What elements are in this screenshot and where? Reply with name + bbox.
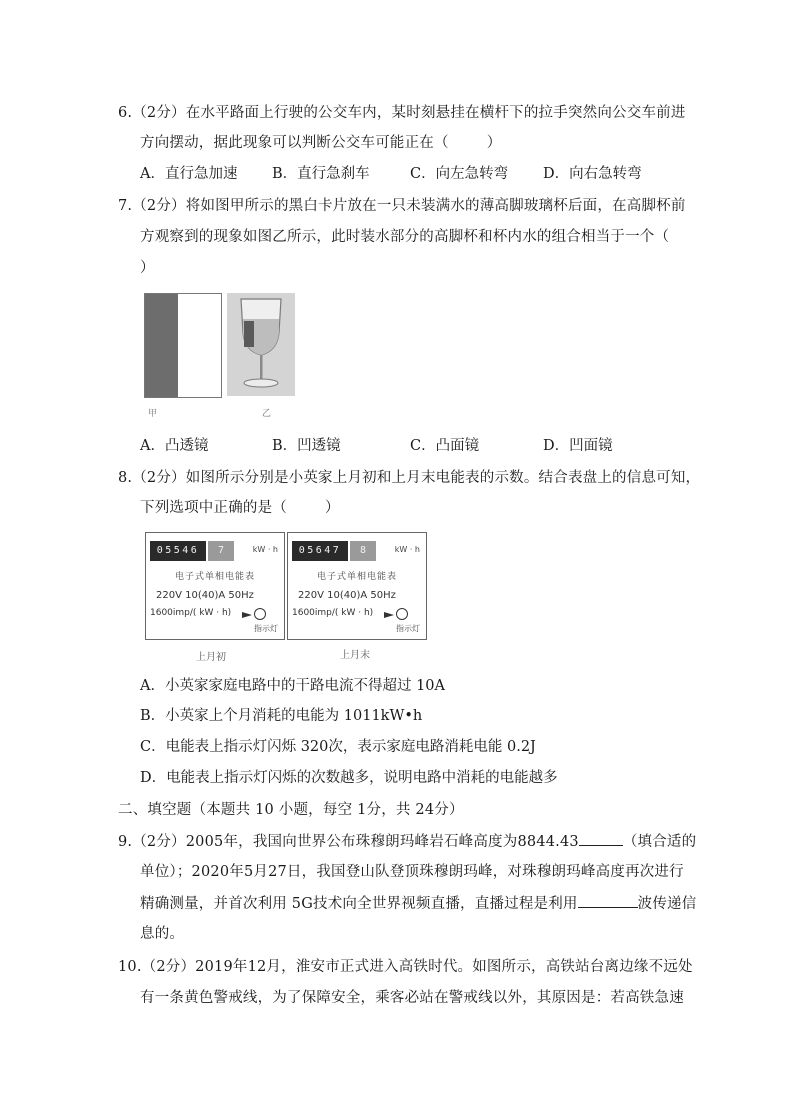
q6-option-a: A．直行急加速 xyxy=(140,166,238,182)
arrow-icon xyxy=(242,612,252,618)
q8-option-c: C．电能表上指示灯闪烁 320次，表示家庭电路消耗电能 0.2J xyxy=(140,739,536,755)
meter-spec: 220V 10(40)A 50Hz xyxy=(156,590,254,601)
q7-option-b: B．凹透镜 xyxy=(272,438,341,454)
goblet-icon xyxy=(227,293,295,396)
figure-jia-card xyxy=(144,293,222,398)
q7-option-c: C．凸面镜 xyxy=(410,438,480,454)
q6-option-c: C．向左急转弯 xyxy=(410,166,509,182)
q10-line1: 10.（2分）2019年12月，淮安市正式进入高铁时代。如图所示，高铁站台离边缘不远处 xyxy=(118,959,693,975)
meter-caption-end: 上月末 xyxy=(340,650,370,661)
meter-digits: 05647 xyxy=(292,541,348,561)
meter-lamp-label: 指示灯 xyxy=(254,624,278,633)
meter-lamp-label: 指示灯 xyxy=(396,624,420,633)
q6-line1: 6.（2分）在水平路面上行驶的公交车内，某时刻悬挂在横杆下的拉手突然向公交车前进 xyxy=(118,105,686,121)
q7-line2: 方观察到的现象如图乙所示，此时装水部分的高脚杯和杯内水的组合相当于一个（ xyxy=(140,229,670,245)
arrow-icon xyxy=(384,612,394,618)
figure-label-yi: 乙 xyxy=(262,409,272,419)
figure-label-jia: 甲 xyxy=(148,409,158,419)
meter-end-of-month xyxy=(287,532,427,640)
q8-option-d: D．电能表上指示灯闪烁的次数越多，说明电路中消耗的电能越多 xyxy=(140,770,558,786)
meter-name: 电子式单相电能表 xyxy=(174,572,255,582)
meter-digits: 05546 xyxy=(150,541,206,561)
q9-line2: 单位）；2020年5月27日，我国登山队登顶珠穆朗玛峰，对珠穆朗玛峰高度再次进行 xyxy=(140,864,684,880)
meter-start-of-month xyxy=(145,532,285,640)
q9-line3: 精确测量，并首次利用 5G技术向全世界视频直播，直播过程是利用 波传递信 xyxy=(140,893,696,914)
q7-line1: 7.（2分）将如图甲所示的黑白卡片放在一只未装满水的薄高脚玻璃杯后面，在高脚杯前 xyxy=(118,198,686,214)
meter-name: 电子式单相电能表 xyxy=(316,572,397,582)
meter-spec: 220V 10(40)A 50Hz xyxy=(298,590,396,601)
q9-blank-2 xyxy=(578,893,638,908)
q6-line2: 方向摆动，据此现象可以判断公交车可能正在（ ） xyxy=(140,135,502,151)
indicator-lamp-icon xyxy=(396,608,408,620)
figure-yi-glass-photo xyxy=(227,293,295,396)
q7-option-d: D．凹面镜 xyxy=(543,438,613,454)
q8-line2: 下列选项中正确的是（ ） xyxy=(140,500,340,516)
q7-line3: ） xyxy=(140,260,155,276)
meter-imp-rate: 1600imp/( kW · h) xyxy=(292,608,374,618)
q6-option-d: D．向右急转弯 xyxy=(543,166,642,182)
meter-unit: kW · h xyxy=(394,545,420,554)
meter-decimal: 8 xyxy=(350,541,376,561)
q9-line4: 息的。 xyxy=(140,926,185,942)
indicator-lamp-icon xyxy=(254,608,266,620)
q9-blank-1 xyxy=(579,831,623,846)
meter-caption-start: 上月初 xyxy=(196,652,226,663)
meter-decimal: 7 xyxy=(208,541,234,561)
meter-imp-rate: 1600imp/( kW · h) xyxy=(150,608,232,618)
q6-option-b: B．直行急刹车 xyxy=(272,166,370,182)
q9-line1: 9.（2分）2005年，我国向世界公布珠穆朗玛峰岩石峰高度为8844.43 （填合适的 xyxy=(118,831,696,852)
q8-option-b: B．小英家上个月消耗的电能为 1011kW•h xyxy=(140,708,423,724)
q8-line1: 8.（2分）如图所示分别是小英家上月初和上月末电能表的示数。结合表盘上的信息可知， xyxy=(118,470,701,486)
q10-line2: 有一条黄色警戒线，为了保障安全，乘客必站在警戒线以外，其原因是：若高铁急速 xyxy=(140,990,684,1006)
card-dark-half xyxy=(145,294,178,397)
q8-option-a: A．小英家家庭电路中的干路电流不得超过 10A xyxy=(140,678,446,694)
meter-unit: kW · h xyxy=(252,545,278,554)
section-2-heading: 二、填空题（本题共 10 小题，每空 1分，共 24分） xyxy=(118,802,464,818)
q7-option-a: A．凸透镜 xyxy=(140,438,209,454)
